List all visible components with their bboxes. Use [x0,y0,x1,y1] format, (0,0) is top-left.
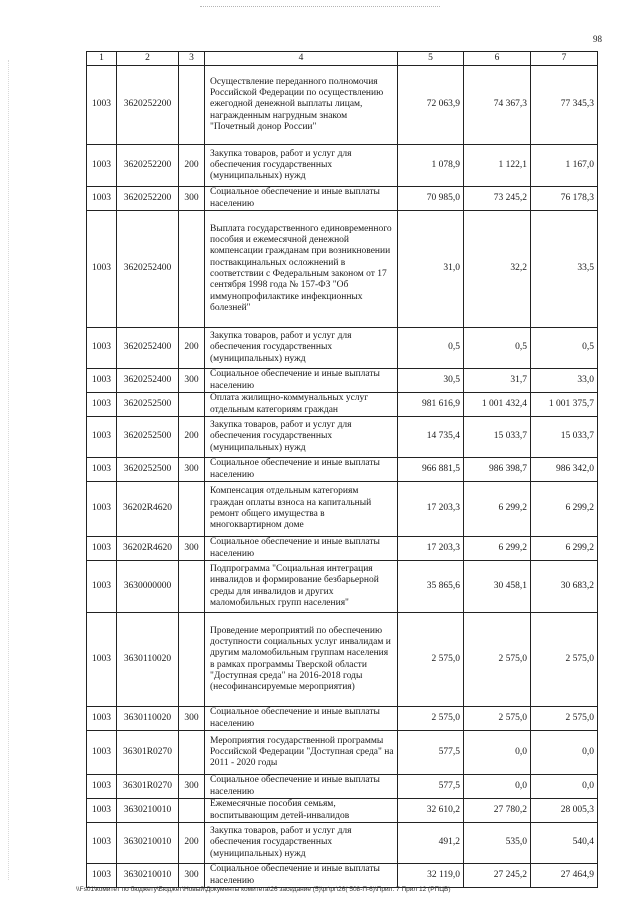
scan-artifact-line [200,6,440,8]
header-row [87,52,598,66]
table-row [87,775,598,799]
description-cell: Социальное обеспечение и иные выплаты населению [205,775,398,799]
target-article-cell: 3630000000 [117,561,179,613]
expense-type-cell: 300 [179,187,205,211]
expense-type-cell [179,799,205,823]
amount-year3-cell: 0,0 [531,731,598,775]
amount-year1-cell: 981 616,9 [398,393,464,417]
table-row [87,458,598,482]
amount-year2-cell: 6 299,2 [464,482,531,537]
expense-type-cell: 300 [179,707,205,731]
target-article-cell: 3630210010 [117,864,179,888]
description-cell: Социальное обеспечение и иные выплаты населению [205,707,398,731]
amount-year2-cell: 6 299,2 [464,537,531,561]
amount-year3-cell: 28 005,3 [531,799,598,823]
amount-year3-cell: 33,5 [531,211,598,328]
amount-year2-cell: 2 575,0 [464,707,531,731]
target-article-cell: 3620252200 [117,187,179,211]
amount-year2-cell: 74 367,3 [464,66,531,145]
expense-type-cell: 200 [179,328,205,369]
description-cell: Закупка товаров, работ и услуг для обеспечения государственных (муниципальных) нужд [205,417,398,458]
amount-year3-cell: 6 299,2 [531,482,598,537]
header-cell-7: 7 [531,52,598,66]
budget-table [86,51,598,888]
header-cell-1: 1 [87,52,117,66]
description-cell: Подпрограмма "Социальная интеграция инвалидов и формирование безбарьерной среды для инвалидов и других маломобильных групп населения" [205,561,398,613]
section-code-cell: 1003 [87,393,117,417]
target-article-cell: 36301R0270 [117,775,179,799]
amount-year2-cell: 30 458,1 [464,561,531,613]
header-cell-6: 6 [464,52,531,66]
description-cell: Закупка товаров, работ и услуг для обеспечения государственных (муниципальных) нужд [205,145,398,187]
description-cell: Мероприятия государственной программы Российской Федерации "Доступная среда" на 2011 - 2020 годы [205,731,398,775]
amount-year1-cell: 2 575,0 [398,613,464,707]
amount-year2-cell: 15 033,7 [464,417,531,458]
amount-year1-cell: 577,5 [398,775,464,799]
target-article-cell: 36301R0270 [117,731,179,775]
table-row [87,707,598,731]
target-article-cell: 36202R4620 [117,482,179,537]
amount-year3-cell: 0,0 [531,775,598,799]
section-code-cell: 1003 [87,417,117,458]
amount-year3-cell: 27 464,9 [531,864,598,888]
table-row [87,211,598,328]
table-row [87,731,598,775]
section-code-cell: 1003 [87,707,117,731]
expense-type-cell: 300 [179,537,205,561]
section-code-cell: 1003 [87,537,117,561]
target-article-cell: 3620252400 [117,369,179,393]
table-row [87,369,598,393]
amount-year1-cell: 17 203,3 [398,482,464,537]
amount-year2-cell: 73 245,2 [464,187,531,211]
amount-year2-cell: 27 780,2 [464,799,531,823]
target-article-cell: 36202R4620 [117,537,179,561]
section-code-cell: 1003 [87,613,117,707]
description-cell: Социальное обеспечение и иные выплаты населению [205,458,398,482]
amount-year3-cell: 30 683,2 [531,561,598,613]
expense-type-cell [179,211,205,328]
section-code-cell: 1003 [87,823,117,864]
amount-year3-cell: 2 575,0 [531,613,598,707]
section-code-cell: 1003 [87,145,117,187]
page-number: 98 [593,34,602,44]
amount-year3-cell: 77 345,3 [531,66,598,145]
amount-year3-cell: 33,0 [531,369,598,393]
table-row [87,328,598,369]
header-cell-5: 5 [398,52,464,66]
amount-year1-cell: 32 119,0 [398,864,464,888]
section-code-cell: 1003 [87,66,117,145]
amount-year2-cell: 1 122,1 [464,145,531,187]
target-article-cell: 3630110020 [117,707,179,731]
section-code-cell: 1003 [87,369,117,393]
table-row [87,187,598,211]
header-cell-2: 2 [117,52,179,66]
table-row [87,799,598,823]
target-article-cell: 3620252500 [117,458,179,482]
section-code-cell: 1003 [87,482,117,537]
amount-year2-cell: 986 398,7 [464,458,531,482]
section-code-cell: 1003 [87,328,117,369]
header-cell-4: 4 [205,52,398,66]
amount-year1-cell: 32 610,2 [398,799,464,823]
section-code-cell: 1003 [87,561,117,613]
target-article-cell: 3630210010 [117,823,179,864]
description-cell: Проведение мероприятий по обеспечению доступности социальных услуг инвалидам и другим маломобильным группам населения в рамках программы Тверской области "Доступная среда" на 2016-2018 годы (несофинансируемые мероприятия) [205,613,398,707]
expense-type-cell [179,613,205,707]
expense-type-cell: 300 [179,864,205,888]
expense-type-cell: 300 [179,458,205,482]
amount-year3-cell: 986 342,0 [531,458,598,482]
table-row [87,823,598,864]
expense-type-cell [179,731,205,775]
amount-year3-cell: 0,5 [531,328,598,369]
description-cell: Компенсация отдельным категориям граждан оплаты взноса на капитальный ремонт общего имущества в многоквартирном доме [205,482,398,537]
description-cell: Закупка товаров, работ и услуг для обеспечения государственных (муниципальных) нужд [205,823,398,864]
section-code-cell: 1003 [87,775,117,799]
expense-type-cell [179,393,205,417]
amount-year1-cell: 70 985,0 [398,187,464,211]
amount-year2-cell: 32,2 [464,211,531,328]
section-code-cell: 1003 [87,211,117,328]
amount-year1-cell: 2 575,0 [398,707,464,731]
description-cell: Оплата жилищно-коммунальных услуг отдельным категориям граждан [205,393,398,417]
amount-year1-cell: 966 881,5 [398,458,464,482]
target-article-cell: 3630110020 [117,613,179,707]
section-code-cell: 1003 [87,458,117,482]
amount-year2-cell: 0,0 [464,775,531,799]
description-cell: Социальное обеспечение и иные выплаты населению [205,864,398,888]
expense-type-cell: 300 [179,775,205,799]
expense-type-cell: 300 [179,369,205,393]
expense-type-cell: 200 [179,823,205,864]
amount-year3-cell: 6 299,2 [531,537,598,561]
amount-year2-cell: 535,0 [464,823,531,864]
amount-year2-cell: 2 575,0 [464,613,531,707]
target-article-cell: 3620252200 [117,66,179,145]
table-row [87,66,598,145]
expense-type-cell [179,561,205,613]
table-row [87,417,598,458]
description-cell: Закупка товаров, работ и услуг для обеспечения государственных (муниципальных) нужд [205,328,398,369]
amount-year2-cell: 1 001 432,4 [464,393,531,417]
amount-year1-cell: 72 063,9 [398,66,464,145]
amount-year1-cell: 31,0 [398,211,464,328]
description-cell: Социальное обеспечение и иные выплаты населению [205,537,398,561]
expense-type-cell [179,66,205,145]
amount-year2-cell: 31,7 [464,369,531,393]
amount-year1-cell: 0,5 [398,328,464,369]
amount-year2-cell: 0,0 [464,731,531,775]
amount-year3-cell: 1 167,0 [531,145,598,187]
footer-file-path: \\Fs01\комитет по бюджету\Бюджет\Новый\Документы комитета\26 заседание (5)\рг\рг\26( 508-П-6)\Прил. 7 Прил 12 (РПЦВ) [76,886,451,893]
target-article-cell: 3630210010 [117,799,179,823]
header-cell-3: 3 [179,52,205,66]
table-body [87,66,598,888]
target-article-cell: 3620252500 [117,393,179,417]
scan-artifact-edge [8,60,10,880]
amount-year1-cell: 577,5 [398,731,464,775]
amount-year2-cell: 27 245,2 [464,864,531,888]
description-cell: Осуществление переданного полномочия Российской Федерации по осуществлению ежегодной денежной выплаты лицам, награжденным нагрудным знаком "Почетный донор России" [205,66,398,145]
amount-year3-cell: 76 178,3 [531,187,598,211]
amount-year3-cell: 540,4 [531,823,598,864]
expense-type-cell [179,482,205,537]
table-row [87,561,598,613]
description-cell: Социальное обеспечение и иные выплаты населению [205,187,398,211]
amount-year1-cell: 1 078,9 [398,145,464,187]
section-code-cell: 1003 [87,731,117,775]
amount-year3-cell: 2 575,0 [531,707,598,731]
description-cell: Ежемесячные пособия семьям, воспитывающим детей-инвалидов [205,799,398,823]
table-row [87,537,598,561]
amount-year1-cell: 35 865,6 [398,561,464,613]
table-row [87,864,598,888]
amount-year1-cell: 17 203,3 [398,537,464,561]
table-row [87,393,598,417]
amount-year3-cell: 15 033,7 [531,417,598,458]
amount-year1-cell: 14 735,4 [398,417,464,458]
expense-type-cell: 200 [179,417,205,458]
section-code-cell: 1003 [87,187,117,211]
amount-year1-cell: 491,2 [398,823,464,864]
description-cell: Социальное обеспечение и иные выплаты населению [205,369,398,393]
amount-year2-cell: 0,5 [464,328,531,369]
table-row [87,613,598,707]
amount-year3-cell: 1 001 375,7 [531,393,598,417]
target-article-cell: 3620252500 [117,417,179,458]
table-row [87,145,598,187]
target-article-cell: 3620252400 [117,211,179,328]
description-cell: Выплата государственного единовременного пособия и ежемесячной денежной компенсации гражданам при возникновении поствакцинальных осложнений в соответствии с Федеральным законом от 17 сентября 1998 года № 157-ФЗ "Об иммунопрофилактике инфекционных болезней" [205,211,398,328]
table-header [87,52,598,66]
amount-year1-cell: 30,5 [398,369,464,393]
section-code-cell: 1003 [87,799,117,823]
target-article-cell: 3620252200 [117,145,179,187]
expense-type-cell: 200 [179,145,205,187]
section-code-cell: 1003 [87,864,117,888]
target-article-cell: 3620252400 [117,328,179,369]
table-row [87,482,598,537]
